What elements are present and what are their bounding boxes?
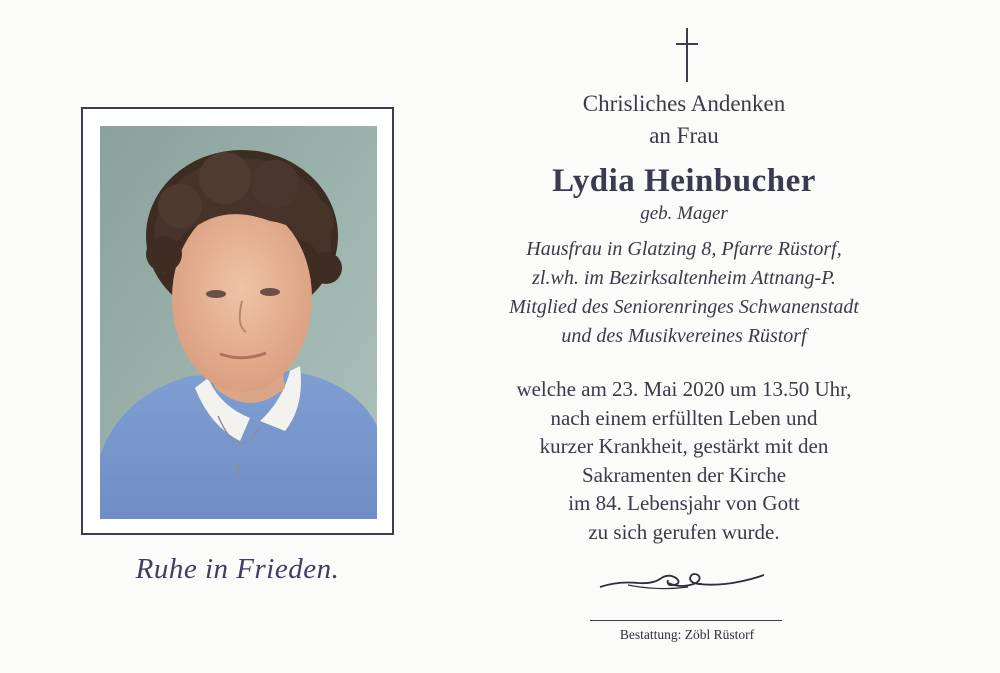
undertaker-text: Bestattung: Zöbl Rüstorf: [619, 627, 755, 642]
notice-line: nach einem erfüllten Leben und: [550, 405, 818, 430]
photo-frame: [81, 107, 394, 535]
intro-line-2: an Frau: [649, 123, 719, 148]
notice-line: kurzer Krankheit, gestärkt mit den: [539, 434, 829, 458]
details-line: Mitglied des Seniorenringes Schwanenstadt: [509, 296, 859, 318]
deceased-name: Lydia Heinbucher: [552, 163, 816, 199]
maiden-name: geb. Mager: [640, 203, 728, 224]
rest-in-peace-text: Ruhe in Frieden.: [135, 553, 340, 585]
divider-line: [590, 620, 782, 621]
portrait-photo: [100, 126, 377, 519]
notice-line: im 84. Lebensjahr von Gott: [568, 491, 800, 515]
biography-details: [484, 235, 884, 351]
details-line: und des Musikvereines Rüstorf: [561, 325, 807, 347]
death-notice-text: [484, 375, 884, 546]
details-line: zl.wh. im Bezirksaltenheim Attnang-P.: [532, 267, 836, 289]
notice-line: welche am 23. Mai 2020 um 13.50 Uhr,: [516, 377, 852, 401]
details-line: Hausfrau in Glatzing 8, Pfarre Rüstorf,: [526, 238, 842, 260]
intro-line-1: Chrisliches Andenken: [582, 91, 786, 116]
flourish-ornament-icon: [598, 569, 766, 593]
intro-text: [484, 88, 884, 152]
notice-line: Sakramenten der Kirche: [581, 462, 787, 487]
portrait-illustration: [100, 126, 377, 519]
cross-icon: [676, 28, 698, 82]
notice-line: zu sich gerufen wurde.: [588, 519, 780, 544]
